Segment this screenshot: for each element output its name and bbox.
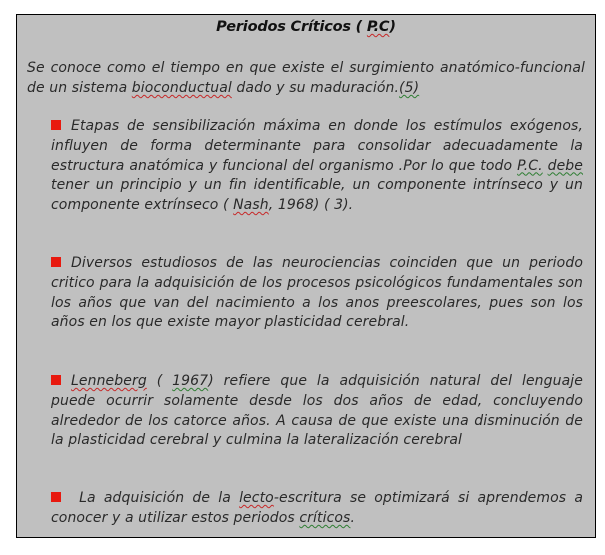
- spellcheck-word: Nash: [233, 197, 269, 214]
- bullet-3-text-1: (: [146, 373, 173, 389]
- spellcheck-word: bioconductual: [131, 79, 232, 96]
- intro-paragraph: [27, 59, 585, 99]
- bullet-paragraph-2: [51, 254, 583, 333]
- title-text-start: Periodos Críticos (: [216, 19, 367, 35]
- bullet-square-icon: [51, 375, 61, 385]
- bullet-3-text-2: ) refiere que la adquisición natural del lenguaje puede ocurrir solamente desde los dos años de edad, concluyendo alrededor de los catorce años. A causa de que existe una disminución de la plasticidad cerebral y culmina la lateralización cerebral: [51, 373, 583, 449]
- bullet-square-icon: [51, 120, 61, 130]
- grammar-flag-word: críticos: [299, 509, 351, 526]
- bullet-square-icon: [51, 257, 61, 267]
- bullet-paragraph-1: [51, 117, 583, 216]
- bullet-1-text-1: Etapas de sensibilización máxima en donde los estímulos exógenos, influyen de forma determinante para consolidar adecuadamente la estructura anatómica y funcional del organismo .Por lo que todo: [51, 118, 583, 174]
- bullet-4-text-3: .: [350, 509, 356, 526]
- title-abbreviation: P.C: [366, 19, 390, 35]
- spellcheck-word: lecto: [239, 490, 274, 506]
- intro-text-1: Se conoce como el tiempo en que existe el surgimiento anatómico-funcional de un sistema: [27, 60, 585, 96]
- bullet-1-text-4: , 1968) ( 3).: [268, 197, 354, 214]
- bullet-paragraph-4: [51, 489, 583, 529]
- spellcheck-word: Lenneberg: [71, 373, 147, 389]
- grammar-flag-word: debe: [547, 157, 583, 174]
- grammar-flag-word: (5): [399, 79, 420, 96]
- bullet-4-text-1: La adquisición de la: [71, 490, 240, 506]
- bullet-square-icon: [51, 492, 61, 502]
- document-text-box: [16, 14, 596, 538]
- title-text-end: ): [389, 19, 396, 35]
- bullet-paragraph-3: [51, 372, 583, 451]
- bullet-1-text-3: tener un principio y un fin identificable, un componente intrínseco y un componente extrínseco (: [51, 177, 583, 214]
- bullet-4-text-2: -escritura se optimizará si aprendemos a conocer y a utilizar estos periodos: [51, 490, 584, 526]
- intro-text-2: dado y su maduración.: [231, 79, 400, 96]
- page-title: [17, 19, 595, 35]
- bullet-2-text: Diversos estudiosos de las neurociencias coinciden que un periodo critico para la adquisición de los procesos psicológicos fundamentales son los años que van del nacimiento a los anos preescolares, pues son los años en los que existe mayor plasticidad cerebral.: [51, 255, 583, 331]
- grammar-flag-word: 1967: [172, 373, 209, 389]
- grammar-flag-word: P.C.: [517, 157, 543, 174]
